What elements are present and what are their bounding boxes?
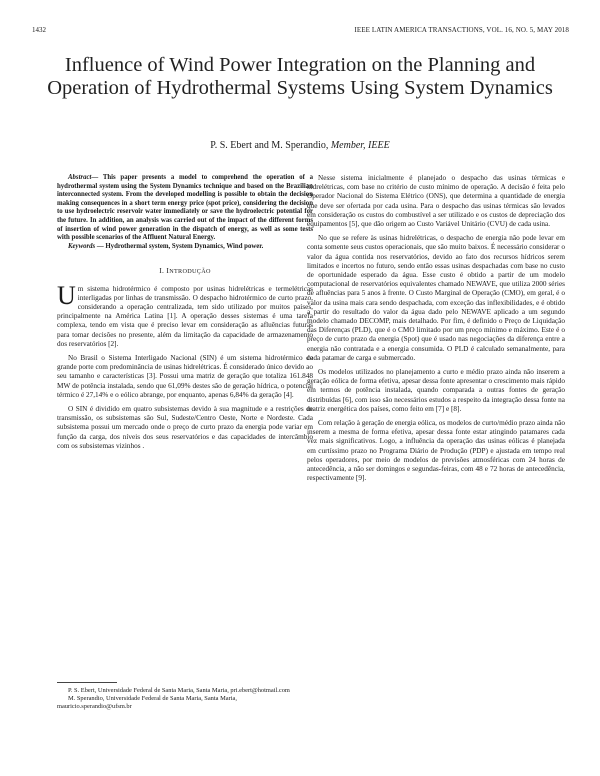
keywords-text: — Hydrothermal system, System Dynamics, Wind power. bbox=[95, 242, 264, 250]
right-paragraph-4: Com relação à geração de energia eólica, os modelos de curto/médio prazo ainda não inserem a mesma de forma efetiva, apesar dessa fonte estar atingindo patamares cada vez mais significativos. Logo, a influência da operação das usinas eólicas é planejada em curtíssimo prazo no Programa Diário de Produção (PDP) e ajustada em tempo real pelos operadores, por meio de modelos de previsões atmosféricas com 24 horas de antecedência, a não ser domingos e segundas-feiras, com 48 e 72 horas de antecedência, respectivamente [9]. bbox=[307, 419, 565, 483]
author-membership: Member, IEEE bbox=[330, 140, 390, 151]
section-initial: I bbox=[166, 266, 170, 276]
section-numeral: I. bbox=[159, 266, 167, 276]
author-line bbox=[40, 140, 560, 151]
abstract-label: Abstract bbox=[68, 174, 92, 181]
keywords-label: Keywords bbox=[68, 242, 96, 250]
intro-paragraph-3: O SIN é dividido em quatro subsistemas devido à sua magnitude e a restrições de transmissão, os subsistemas são Sul, Sudeste/Centro Oeste, Norte e Nordeste. Cada subsistema possui um mercado onde o preço de curto prazo da energia pode variar em função da carga, dos níveis dos seus reservatórios e das capacidades de intercâmbio com os subsistemas vizinhos . bbox=[57, 404, 313, 450]
intro-paragraph-1-text: m sistema hidrotérmico é composto por usinas hidrelétricas e termelétricas interligadas por linhas de transmissão. O despacho hidrotérmico de curto prazo, considerando a operação centralizada, tem sido utilizado por muitos países, principalmente na América Latina [1]. A operação desses sistemas é uma tarefa complexa, tendo em vista que é preciso levar em consideração as afluências futuras para tomar decisões no presente, além da limitação da capacidade de armazenamento dos reservatórios [2]. bbox=[57, 284, 313, 348]
author-names: P. S. Ebert and M. Sperandio, bbox=[210, 140, 331, 151]
right-column bbox=[307, 174, 565, 484]
left-column bbox=[57, 174, 313, 451]
page-number: 1432 bbox=[32, 26, 46, 34]
journal-header: IEEE LATIN AMERICA TRANSACTIONS, VOL. 16, NO. 5, MAY 2018 bbox=[354, 26, 569, 34]
section-rest: NTRODUÇÃO bbox=[169, 268, 211, 276]
intro-paragraph-1 bbox=[57, 280, 313, 349]
section-heading bbox=[57, 266, 313, 276]
footnotes bbox=[57, 682, 313, 711]
footnote-2: M. Sperandio, Universidade Federal de Santa Maria, Santa Maria, mauricio.sperandio@ufsm.br bbox=[57, 695, 237, 710]
right-paragraph-1: Nesse sistema inicialmente é planejado o despacho das usinas térmicas e hidrelétricas, com base no critério de custo mínimo de operação. A decisão é feita pelo Operador Nacional do Sistema Elétrico (ONS), que determina a quantidade de energia que deve ser ofertada por cada usina. Para o despacho das usinas térmicas são levados em consideração os custos do combustível a ser utilizado e os custos de depreciação dos equipamentos [5], que dão origem ao Custo Variável Unitário (CVU) de cada usina. bbox=[307, 174, 565, 229]
intro-paragraph-2: No Brasil o Sistema Interligado Nacional (SIN) é um sistema hidrotérmico de grande porte com predominância de usinas hidrelétricas. É considerado único devido ao seu tamanho e características [3]. Possui uma matriz de geração que totaliza 161.848 MW de potência instalada, sendo que 61,09% destes são de geração hídrica, o potencial térmico é 27,14% e o eólico abrange, por enquanto, apenas 6,84% da geração [4]. bbox=[57, 353, 313, 399]
abstract-text: — This paper presents a model to comprehend the operation of a hydrothermal system using the System Dynamics technique and based on the Brazilian interconnected system. From the developed modelling is possible to obtain the decision making consequences in a short term energy price (spot price), considering the decision to use hydroelectric reservoir water immediately or save the hydroelectric potential for the future. In addition, an analysis was carried out of the impact of the different forms of insertion of wind power generation in the dispatch of energy, as well as some tests with possible scenarios of the Affluent Natural Energy. bbox=[57, 174, 313, 242]
paper-title: Influence of Wind Power Integration on the Planning and Operation of Hydrothermal Systems Using System Dynamics bbox=[47, 54, 553, 99]
footnote-1: P. S. Ebert, Universidade Federal de Santa Maria, Santa Maria, pri.ebert@hotmail.com bbox=[68, 687, 290, 694]
right-paragraph-2: No que se refere às usinas hidrelétricas, o despacho de energia não pode levar em conta somente seus custos operacionais, que são muito baixos. É necessário considerar o valor da água contida nos reservatórios, devido ao fato dos recursos hídricos serem limitados e incertos no futuro, sendo então essas usinas despachadas com base no custo de oportunidade esperado da água. Esse custo é obtido a partir de um modelo computacional de reservatórios equivalentes chamado NEWAVE, que utiliza 2000 séries de afluências para 5 anos à frente. O Custo Marginal de Operação (CMO), em geral, é o valor da usina mais cara sendo despachada, com exceção das inflexibilidades, e é obtido a partir do resultado do valor da água dado pelo NEWAVE aplicado a um segundo modelo chamado DECOMP, mais detalhado. Por fim, é definido o Preço de Liquidação das Diferenças (PLD), que é o CMO limitado por um preço mínimo e máximo. Este é o preço de curto prazo da energia (Spot) que é usado nas negociações da diferença entre a energia não contratada e a energia consumida. O PLD é calculado semanalmente, para cada patamar de carga e submercado. bbox=[307, 234, 565, 362]
keywords bbox=[57, 243, 313, 252]
right-paragraph-3: Os modelos utilizados no planejamento a curto e médio prazo ainda não inserem a geração eólica de forma efetiva, apesar dessa fonte apresentar o crescimento mais rápido em termos de potência instalada, quando comparada a outras fontes de geração distribuídas [6], com isso são necessários estudos a respeito da integração dessa fonte na matriz energética dos países, como feito em [7] e [8]. bbox=[307, 368, 565, 413]
footnote-rule bbox=[57, 682, 117, 683]
abstract bbox=[57, 174, 313, 243]
drop-cap: U bbox=[57, 280, 76, 310]
